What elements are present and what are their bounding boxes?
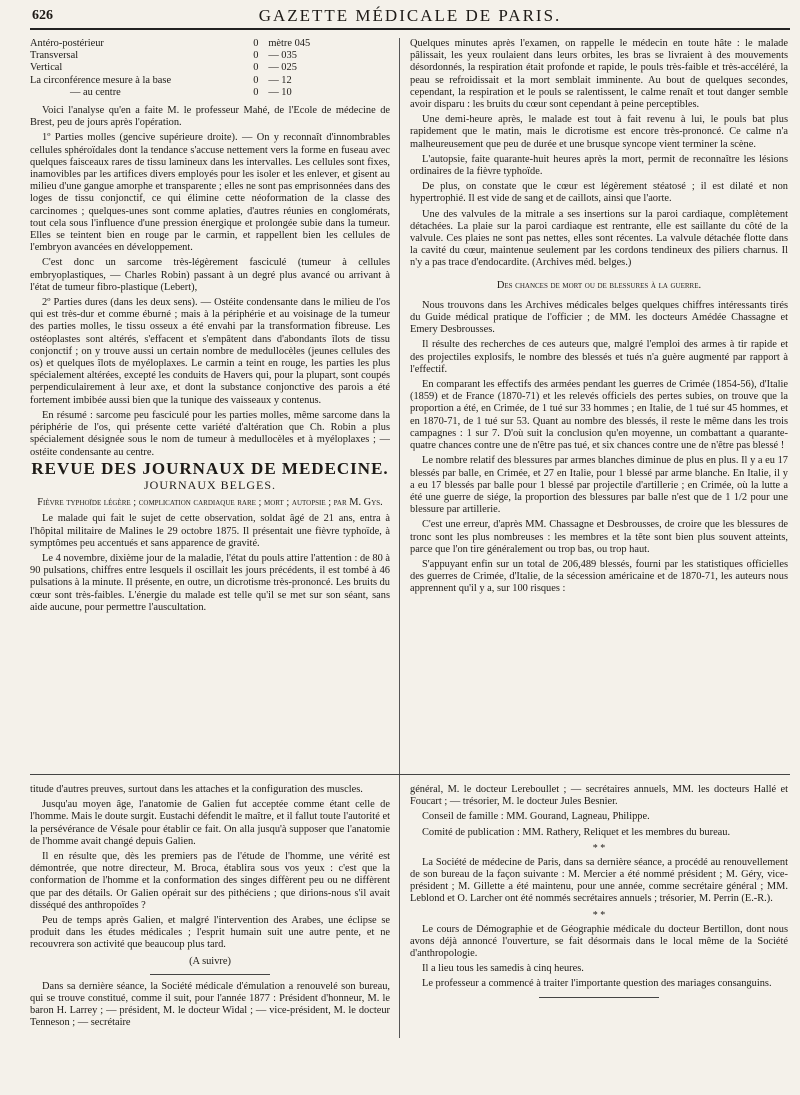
paragraph: S'appuyant enfin sur un total de 206,489 blessés, fourni par les statistiques officielles des guerres de Crimée, d'Italie, de la sécession américaine et de 1870-71, les auteurs nous apprennent qu'il y a, sur 100 risques : bbox=[410, 558, 788, 595]
section-subheading: JOURNAUX BELGES. bbox=[143, 477, 276, 492]
journal-title: GAZETTE MÉDICALE DE PARIS. bbox=[258, 6, 562, 25]
section-heading: REVUE DES JOURNAUX DE MEDECINE. bbox=[31, 458, 389, 478]
paragraph: En comparant les effectifs des armées pendant les guerres de Crimée (1854-56), d'Italie (1859) et de France (1870-71) et les relevés officiels des pertes subies, on trouve que la proportion a été, en Crimée, de 1 tué sur 33 hommes ; en Italie, de 1 tué sur 45 hommes, et en 1870-71, de 1 tué sur 53. Quant au nombre des blessés, il reste le même dans les trois campagnes : 1 sur 7. D'où suit la conclusion qu'en moyenne, un combattant a quarante-quatre chances contre une de n'être pas tué, et six chances contre une de n'être pas blessé ! bbox=[410, 379, 788, 452]
column-divider bbox=[399, 38, 400, 1038]
separator-line bbox=[539, 997, 659, 998]
table-row: — au centre 0 — 10 bbox=[70, 86, 292, 98]
section-divider bbox=[30, 774, 790, 775]
paragraph: 1º Parties molles (gencive supérieure droite). — On y reconnaît d'innombrables cellules sphéroïdales dont la tendance s'accuse nettement vers la forme en fuseau avec quelques faisceaux rares de tissu lamineux dans les intervalles. Les cellules sont fixes, inamovibles par les artifices divers employés pour les isoler et les enlever, et gisent au milieu d'une gangue amorphe et transparente ; elles ne sont pas emprisonnées dans des loges de tissu conjonctif, ce qui élimine cette néoformation de la classe des carcinomes ; quelques-unes sont comme aplaties, d'autres réunies en conglomérats, tout cela sous l'influence d'une pression énergique et prolongée subie dans la tumeur. Elles se teintent bien en rouge par le carmin, et rappellent bien les cellules de l'embryon avancées en développement. bbox=[30, 132, 390, 254]
table-row: Vertical 0 — 025 bbox=[30, 62, 297, 74]
paragraph: Nous trouvons dans les Archives médicales belges quelques chiffres intéressants tirés du Guide médical pratique de l'officier ; de MM. les docteurs Amédée Chassagne et Emery Desbrousses. bbox=[410, 299, 788, 336]
paragraph: La Société de médecine de Paris, dans sa dernière séance, a procédé au renouvellement de son bureau de la façon suivante : M. Mercier a été nommé président ; M. Géry, vice-président ; M. Gillette a été maintenu, pour une année, comme secrétaire général ; MM. Leblond et O. Larcher ont été nommés secrétaires annuels ; trésorier, M. Perrin (E.-R.). bbox=[410, 856, 788, 905]
paragraph: C'est une erreur, d'après MM. Chassagne et Desbrousses, de croire que les blessures de tronc sont les plus nombreuses : les membres et la tête sont bien plus souvent atteints, parce que l'on tire généralement ou trop bas, ou trop haut. bbox=[410, 519, 788, 555]
paragraph: Une demi-heure après, le malade est tout à fait revenu à lui, le pouls bat plus rapidement que le matin, mais le dicrotisme est encore très-prononcé. Ce calme n'a malheureusement que peu de durée et une brusque syncope vient terminer la scène. bbox=[410, 114, 788, 150]
separator-line bbox=[150, 974, 270, 975]
paragraph: Il résulte des recherches de ces auteurs que, malgré l'emploi des armes à tir rapide et des projectiles explosifs, le nombre des blessés et tués n'a guère augmenté par rapport à l'effectif. bbox=[410, 339, 788, 375]
bottom-left-column bbox=[30, 784, 390, 1090]
page-number: 626 bbox=[32, 8, 53, 23]
bottom-right-column bbox=[410, 784, 788, 1090]
paragraph: Le cours de Démographie et de Géographie médicale du docteur Bertillon, dont nous avons déjà annoncé l'ouverture, se fait désormais dans le local même de la Société d'anthropologie. bbox=[410, 923, 788, 960]
table-row: Transversal 0 — 035 bbox=[30, 50, 297, 62]
paragraph: En résumé : sarcome peu fasciculé pour les parties molles, même sarcome dans la périphérie de l'os, qui présente cette variété d'altération que Ch. Robin a plus spécialement désignée sous le nom de tumeur à medullocèles et à myéloplaxes ; — ostéite condensante au centre. bbox=[30, 409, 390, 458]
left-column bbox=[30, 38, 390, 770]
paragraph: L'autopsie, faite quarante-huit heures après la mort, permit de reconnaître les lésions ordinaires de la fièvre typhoïde. bbox=[410, 153, 788, 178]
article-title: Fièvre typhoïde légère ; complication cardiaque rare ; mort ; autopsie ; par M. Gys. bbox=[37, 497, 383, 509]
paragraph: Une des valvules de la mitrale a ses insertions sur la paroi cardiaque, complètement détachées. La plaie sur la paroi cardiaque est rentrante, elle est saillante du côté de la valvule. Ces plaies ne sont pas nettes, elles sont récentes. La valvule détachée flotte dans la cavité du cœur, maintenue seulement par les cordons tendineux des piliers charnus. Il n'y a pas trace d'endocardite. (Archives méd. belges.) bbox=[410, 208, 788, 269]
table-row: La circonférence mesure à la base 0 — 12 bbox=[30, 74, 292, 86]
paragraph: Le malade qui fait le sujet de cette observation, soldat âgé de 21 ans, entra à l'hôpital militaire de Malines le 29 octobre 1875. Il présentait une fièvre typhoïde, à symptômes peu accentués et sans apparence de gravité. bbox=[30, 513, 390, 549]
paragraph: C'est donc un sarcome très-légèrement fasciculé (tumeur à cellules embryoplastiques, — Charles Robin) passant à un degré plus avancé ou arrivant à l'état de tumeur fibro-plastique (Lebert), bbox=[30, 257, 390, 293]
paragraph: Conseil de famille : MM. Gourand, Lagneau, Philippe. bbox=[422, 811, 650, 823]
paragraph: Voici l'analyse qu'en a faite M. le professeur Mahé, de l'Ecole de médecine de Brest, peu de jours après l'opération. bbox=[30, 105, 390, 129]
asterism: * * bbox=[592, 909, 606, 921]
paragraph: Le nombre relatif des blessures par armes blanches diminue de plus en plus. Il y a eu 17 blessés par balle, en Crimée, et 27 en Italie, pour 1 blessé par arme blanche. En Italie, il y a eu 17 blessés par balle pour 1 blessé par projectile d'artillerie ; en Crimée, où la lutte a été une guerre de siége, la proportion des blessures par balle n'est que de 1 1/2 pour une blessure par artillerie. bbox=[410, 455, 788, 516]
paragraph: Le professeur a commencé à traiter l'importante question des mariages consanguins. bbox=[422, 978, 772, 990]
to-be-continued: (A suivre) bbox=[189, 955, 231, 967]
article-title: Des chances de mort ou de blessures à la guerre. bbox=[496, 279, 702, 291]
paragraph: Il a lieu tous les samedis à cinq heures. bbox=[422, 963, 584, 975]
paragraph: Jusqu'au moyen âge, l'anatomie de Galien fut acceptée comme étant celle de l'homme. Mais le doute surgit. Eustachi défendit le maître, et il fallut toute l'autorité et la persévérance de Vésale pour établir ce fait. On alla jusqu'à supposer que l'anatomie de l'homme avait changé depuis Galien. bbox=[30, 799, 390, 847]
paragraph: Comité de publication : MM. Rathery, Reliquet et les membres du bureau. bbox=[422, 826, 731, 838]
page-header bbox=[30, 6, 790, 30]
right-column bbox=[410, 38, 788, 770]
paragraph: 2º Parties dures (dans les deux sens). — Ostéite condensante dans le milieu de l'os qui est très-dur et comme éburné ; mais à la périphérie et au voisinage de la tumeur des parties molles, le tissu osseux a été envahi par la transformation fibreuse. Les ostéoplastes sont altérés, s'effacent et s'empâtent dans d'abondants îlots de tissu conjonctif ; on y trouve aussi un certain nombre de medullocèles (jeunes cellules des os) et quelques îlots de myéloplaxes. Le carmin a teint en rouge, les parties les plus spécialement altérées, excepté les conduits de Havers qui, pour la plupart, sont coupés perpendiculairement à leur axe, et dont la substance conjonctive des parois a été fortement imbibée aussi bien que la tunique des vaisseaux y contenus. bbox=[30, 297, 390, 406]
asterism: * * bbox=[592, 842, 606, 854]
table-row: Antéro-postérieur 0 mètre 045 bbox=[30, 38, 311, 49]
paragraph: Il en résulte que, dès les premiers pas de l'étude de l'homme, une vérité est démontrée, que notre directeur, M. Broca, établira sous vos yeux : c'est que la conformation de l'homme et la conformation des singes diffèrent peu ou ne diffèrent que par des détails. Or Galien opérait sur des pithéciens ; que dirions-nous s'il avait disséqué des anthropoïdes ? bbox=[30, 851, 390, 911]
paragraph: Peu de temps après Galien, et malgré l'intervention des Arabes, une éclipse se produit dans les études médicales ; l'esprit humain suit une autre pente, et ne recouvrera son activité que beaucoup plus tard. bbox=[30, 915, 390, 951]
measurements-table bbox=[30, 38, 390, 99]
paragraph: Dans sa dernière séance, la Société médicale d'émulation a renouvelé son bureau, qui se trouve constitué, comme il suit, pour l'année 1877 : Président d'honneur, M. le baron H. Larrey ; — président, M. le docteur Widal ; — vice-président, M. le docteur Tenneson ; — secrétaire bbox=[30, 980, 390, 1029]
paragraph: général, M. le docteur Lereboullet ; — secrétaires annuels, MM. les docteurs Hallé et Foucart ; — trésorier, M. le docteur Jules Besnier. bbox=[410, 784, 788, 808]
paragraph: Quelques minutes après l'examen, on rappelle le médecin en toute hâte : le malade pâlissait, les yeux roulaient dans leurs orbites, les bras se livraient à des mouvements désordonnés, la respiration était profonde et rapide, le pouls très-faible et très-accéléré, la peau se refroidissait et la mort semblait imminente. Au bout de quelques secondes, cependant, la respiration et le pouls se ralentissent, le calme renaît et tout danger semble avoir disparu : les bruits du cœur sont cependant à peine perceptibles. bbox=[410, 38, 788, 111]
paragraph: Le 4 novembre, dixième jour de la maladie, l'état du pouls attire l'attention : de 80 à 90 pulsations, chiffres entre lesquels il oscillait les jours précédents, il est tombé à 46 pulsations à la minute. Il présente, en outre, un dicrotisme très-prononcé. Les bruits du cœur sont très-faibles. L'énergie du malade est telle qu'il se met sur son séant, sans aide aucune, pour permettre l'auscultation. bbox=[30, 552, 390, 613]
paragraph: De plus, on constate que le cœur est légèrement stéatosé ; il est dilaté et non hypertrophié. Il est vide de sang et de caillots, ainsi que l'aorte. bbox=[410, 181, 788, 205]
paragraph: titude d'autres preuves, surtout dans les attaches et la configuration des muscles. bbox=[30, 784, 363, 795]
